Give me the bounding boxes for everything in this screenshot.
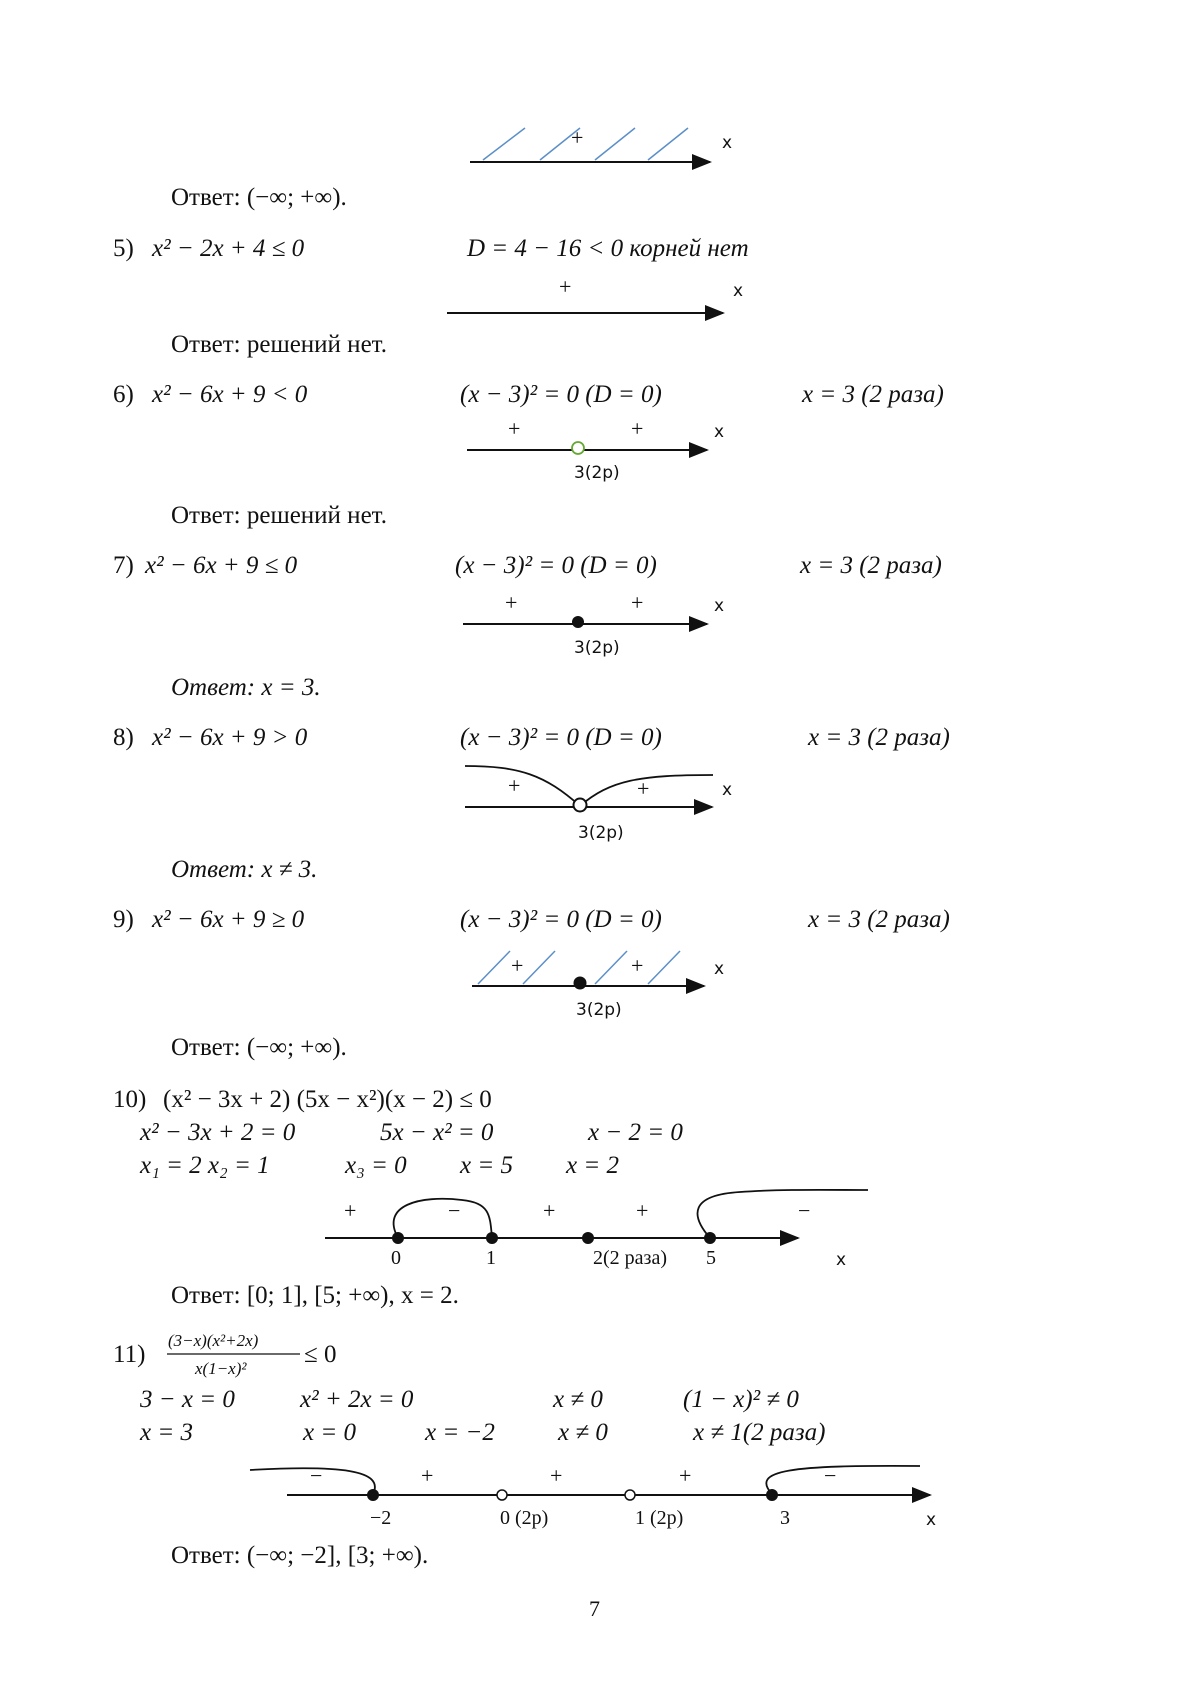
p11-root-minus2: x = −2	[425, 1419, 495, 1446]
p11-arc-right	[766, 1463, 920, 1494]
p6-number: 6)	[113, 381, 134, 408]
p9-answer: Ответ: (−∞; +∞).	[171, 1034, 347, 1061]
p8-open-point	[574, 799, 587, 812]
p11-denominator: x(1−x)²	[195, 1359, 247, 1378]
p7-axis-label: x	[714, 596, 725, 616]
p8-equation: (x − 3)² = 0 (D = 0)	[460, 724, 662, 751]
p11-tick-0: 0 (2р)	[500, 1507, 549, 1529]
p11-equation-4: (1 − x)² ≠ 0	[683, 1386, 799, 1413]
p5-inequality: x² − 2x + 4 ≤ 0	[152, 235, 305, 262]
p11-sign-2: +	[421, 1463, 434, 1488]
p8-inequality: x² − 6x + 9 > 0	[152, 724, 308, 751]
p10-sign-2: −	[448, 1198, 461, 1223]
p6-root: x = 3 (2 раза)	[802, 381, 944, 408]
p11-sign-4: +	[679, 1463, 692, 1488]
p10-number-line	[325, 1190, 868, 1244]
p9-number: 9)	[113, 906, 134, 933]
p10-root-3: x₃ = 0	[345, 1152, 407, 1179]
p10-point-5	[704, 1232, 716, 1244]
p7-number-line	[463, 616, 707, 628]
p11-number: 11)	[113, 1341, 146, 1368]
p7-filled-point	[572, 616, 584, 628]
p11-relation: ≤ 0	[304, 1341, 337, 1368]
p8-axis-label: x	[722, 780, 733, 800]
p11-sign-5: −	[824, 1463, 837, 1488]
p11-root-0: x = 0	[303, 1419, 356, 1446]
p8-root: x = 3 (2 раза)	[808, 724, 950, 751]
p7-tick-3: 3(2р)	[574, 638, 620, 658]
p10-point-0	[392, 1232, 404, 1244]
p10-equation-2: 5x − x² = 0	[380, 1119, 494, 1146]
p10-sign-4: +	[636, 1198, 649, 1223]
p9-tick-3: 3(2р)	[576, 1000, 622, 1020]
p11-root-3: x = 3	[140, 1419, 193, 1446]
p9-equation: (x − 3)² = 0 (D = 0)	[460, 906, 662, 933]
p6-sign-right: +	[631, 416, 644, 441]
p5-sign-plus: +	[559, 274, 572, 299]
p7-equation: (x − 3)² = 0 (D = 0)	[455, 552, 657, 579]
p6-axis-label: x	[714, 422, 725, 442]
p8-sign-left: +	[508, 773, 521, 798]
p11-axis-label: x	[926, 1510, 937, 1530]
p8-answer: Ответ: x ≠ 3.	[171, 856, 318, 883]
p6-sign-left: +	[508, 416, 521, 441]
p8-number-line	[465, 766, 713, 812]
p7-answer: Ответ: x = 3.	[171, 674, 321, 701]
p11-tick-1: 1 (2р)	[635, 1507, 684, 1529]
p11-sign-3: +	[550, 1463, 563, 1488]
p10-sign-1: +	[344, 1198, 357, 1223]
p11-tick-minus2: −2	[370, 1507, 392, 1529]
p6-number-line	[467, 442, 707, 454]
p6-inequality: x² − 6x + 9 < 0	[152, 381, 308, 408]
p10-point-2	[582, 1232, 594, 1244]
p10-arc-0-1	[394, 1199, 492, 1238]
p7-inequality: x² − 6x + 9 ≤ 0	[145, 552, 298, 579]
p9-sign-right: +	[631, 953, 644, 978]
p7-sign-right: +	[631, 590, 644, 615]
p4-hatching	[483, 125, 688, 160]
p10-sign-3: +	[543, 1198, 556, 1223]
p4-answer: Ответ: (−∞; +∞).	[171, 184, 347, 211]
p10-number: 10)	[113, 1086, 147, 1113]
p11-equation-3: x ≠ 0	[553, 1386, 603, 1413]
p11-equation-2: x² + 2x = 0	[300, 1386, 414, 1413]
p11-tick-3: 3	[780, 1507, 790, 1529]
p9-inequality: x² − 6x + 9 ≥ 0	[152, 906, 305, 933]
p8-number: 8)	[113, 724, 134, 751]
p11-point-0	[497, 1490, 507, 1500]
p5-number: 5)	[113, 235, 134, 262]
p11-point-3	[766, 1489, 778, 1501]
p7-sign-left: +	[505, 590, 518, 615]
p10-root-5: x = 5	[460, 1152, 513, 1179]
p5-answer: Ответ: решений нет.	[171, 331, 387, 358]
p10-roots-1-2: x₁ = 2 x₂ = 1	[140, 1152, 270, 1179]
p11-root-not-1: x ≠ 1(2 раза)	[693, 1419, 826, 1446]
p10-axis-label: x	[836, 1250, 847, 1270]
p6-answer: Ответ: решений нет.	[171, 502, 387, 529]
p4-sign-plus: +	[571, 125, 584, 150]
p9-sign-left: +	[511, 953, 524, 978]
p10-root-2: x = 2	[566, 1152, 619, 1179]
p10-arc-5	[698, 1190, 868, 1238]
p6-tick-3: 3(2р)	[574, 463, 620, 483]
p11-point-1	[625, 1490, 635, 1500]
p4-axis-label: x	[722, 133, 733, 153]
p7-root: x = 3 (2 раза)	[800, 552, 942, 579]
p10-tick-0: 0	[391, 1247, 401, 1269]
p6-equation: (x − 3)² = 0 (D = 0)	[460, 381, 662, 408]
p10-point-1	[486, 1232, 498, 1244]
p11-numerator: (3−x)(x²+2x)	[168, 1331, 259, 1350]
p10-answer: Ответ: [0; 1], [5; +∞), x = 2.	[171, 1282, 459, 1309]
p10-inequality: (x² − 3x + 2) (5x − x²)(x − 2) ≤ 0	[163, 1086, 492, 1113]
p9-number-line	[472, 951, 704, 990]
p5-axis-label: x	[733, 281, 744, 301]
p10-equation-3: x − 2 = 0	[588, 1119, 683, 1146]
p9-axis-label: x	[714, 959, 725, 979]
p8-tick-3: 3(2р)	[578, 823, 624, 843]
p8-sign-curve	[465, 766, 713, 806]
p4-number-line	[470, 125, 710, 162]
p9-root: x = 3 (2 раза)	[808, 906, 950, 933]
p9-filled-point	[574, 977, 587, 990]
p11-equation-1: 3 − x = 0	[140, 1386, 235, 1413]
p10-sign-5: −	[798, 1198, 811, 1223]
p8-sign-right: +	[637, 776, 650, 801]
p10-tick-5: 5	[706, 1247, 716, 1269]
p7-number: 7)	[113, 552, 134, 579]
p5-discriminant: D = 4 − 16 < 0 корней нет	[467, 235, 749, 262]
page-number: 7	[589, 1596, 600, 1621]
p11-root-not-0: x ≠ 0	[558, 1419, 608, 1446]
p10-tick-1: 1	[486, 1247, 496, 1269]
p10-tick-2: 2(2 раза)	[593, 1247, 667, 1269]
p6-open-point	[572, 442, 584, 454]
p11-sign-1: −	[310, 1463, 323, 1488]
p11-point-minus2	[367, 1489, 379, 1501]
p10-equation-1: x² − 3x + 2 = 0	[140, 1119, 296, 1146]
p11-answer: Ответ: (−∞; −2], [3; +∞).	[171, 1542, 429, 1569]
